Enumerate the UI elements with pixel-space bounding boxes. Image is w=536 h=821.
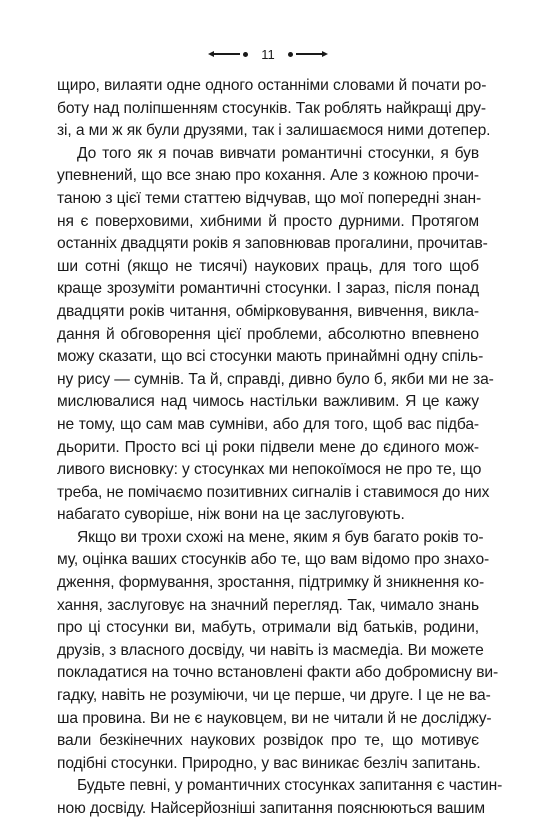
text-line: ня є поверховими, хибними й просто дурними. Протягом [57, 212, 479, 230]
text-line: ну рису — сумнів. Та й, справді, дивно було б, якби ми не за- [57, 370, 494, 388]
text-line: краще зрозуміти романтичні стосунки. І зараз, після понад [57, 280, 479, 298]
text-line: му, оцінка ваших стосунків або те, що вам відомо про знахо- [57, 551, 490, 569]
text-line: ши сотні (якщо не тисячі) наукових праць, для того щоб [57, 257, 479, 275]
text-line: ливого висновку: у стосунках ми непокоїмося не про те, що [57, 461, 482, 479]
text-line: ною досвіду. Найсерйозніші запитання пояснюються вашим [57, 800, 485, 817]
right-ornament-icon [285, 51, 328, 57]
text-line: гадку, навіть не розуміючи, чи це перше, чи друге. І це не ва- [57, 687, 491, 705]
left-ornament-icon [208, 51, 251, 57]
text-line: дження, формування, зростання, підтримку й зникнення ко- [57, 574, 485, 592]
text-line: про ці стосунки ви, мабуть, отримали від батьків, родини, [57, 619, 479, 637]
body-text [57, 75, 503, 821]
text-line: не тому, що сам мав сумніви, або для того, щоб вас підба- [57, 415, 479, 433]
text-line: дьорити. Просто всі ці роки підвели мене до єдиного мож- [57, 438, 479, 456]
text-line: До того як я почав вивчати романтичні стосунки, я був [77, 144, 479, 162]
text-line: набагато суворіше, ніж вони на це заслуговують. [57, 506, 405, 524]
text-line: вали безкінечних наукових розвідок про те, що мотивує [57, 732, 479, 750]
text-line: останніх двадцяти років я заповнював прогалини, прочитав- [57, 235, 488, 253]
text-line: двадцяти років читання, обмірковування, вивчення, викла- [57, 302, 479, 320]
page-header [0, 44, 536, 64]
text-line: покладатися на точно встановлені факти або добромисну ви- [57, 664, 499, 682]
text-line: Якщо ви трохи схожі на мене, яким я був багато років то- [77, 528, 484, 546]
page-number: 11 [261, 46, 275, 62]
text-line: боту над поліпшенням стосунків. Так роблять найкращі дру- [57, 99, 487, 117]
text-line: друзів, з власного досвіду, чи навіть із масмедіа. Ви можете [57, 641, 484, 659]
text-line: треба, не помічаємо позитивних сигналів і ставимося до них [57, 483, 490, 501]
text-line: щиро, вилаяти одне одного останніми словами й почати ро- [57, 77, 487, 94]
text-line: зі, а ми ж як були друзями, так і залишаємося ними дотепер. [57, 122, 491, 140]
text-line: хання, заслуговує на значний перегляд. Так, чимало знань [57, 596, 479, 614]
text-line: таною з цієї теми статтею відчував, що мої попередні знан- [57, 189, 482, 207]
text-line: ша провина. Ви не є науковцем, ви не читали й не досліджу- [57, 709, 492, 727]
text-line: мислювалися над чимось настільки важливим. Я це кажу [57, 393, 479, 411]
text-line: дання й обговорення цієї проблеми, абсолютно впевнено [57, 325, 479, 343]
text-line: упевнений, що все знаю про кохання. Але з кожною прочи- [57, 167, 479, 185]
text-line: подібні стосунки. Природно, у вас виникає безліч запитань. [57, 754, 481, 772]
text-line: Будьте певні, у романтичних стосунках запитання є частин- [77, 777, 503, 795]
text-line: можу сказати, що всі стосунки мають принаймні одну спіль- [57, 348, 484, 366]
